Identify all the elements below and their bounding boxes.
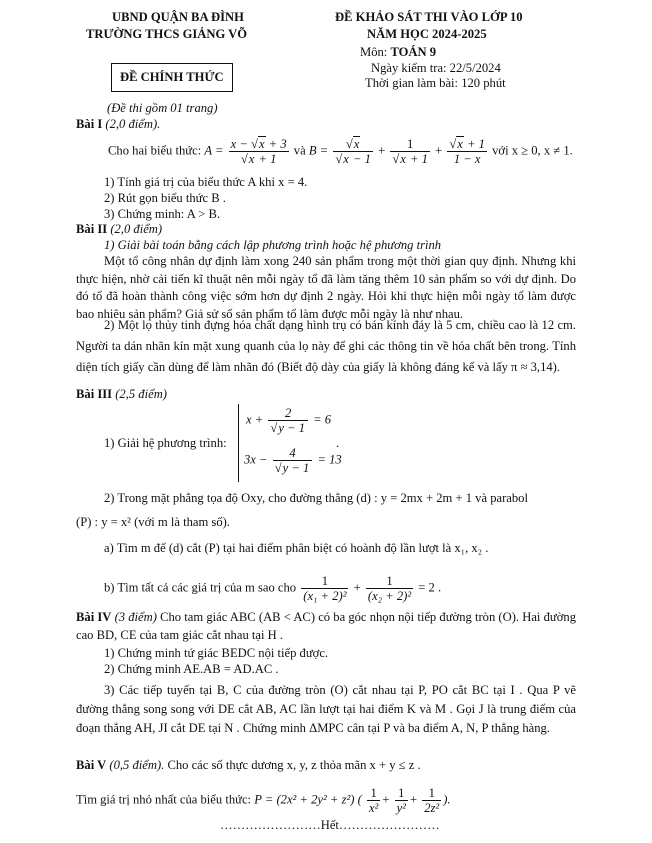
section-3-heading bbox=[76, 387, 167, 402]
section-2-title: Bài II bbox=[76, 222, 108, 236]
expressions-line: Cho hai biểu thức: A = $\frac{x - √x + 3}{√x + 1}$ và B = $\frac{√x}{√x - 1}$ + $\frac{1}{√x + 1}$ + $\frac{√x + 1}{1 - x}$ với x ≥ 0, x ≠ 1. bbox=[108, 137, 573, 166]
section-5-title: Bài V bbox=[76, 758, 107, 772]
equation-2: 3x − $\frac{4}{√y - 1}$ = 13 bbox=[244, 446, 342, 475]
system-period: . bbox=[336, 436, 340, 450]
section-5-points: (0,5 điểm). bbox=[109, 758, 165, 772]
expressions-intro: Cho hai biểu thức: bbox=[108, 143, 202, 158]
q3-2a: a) Tìm m để (d) cắt (P) tại hai điểm phân biệt có hoành độ lần lượt là x₁, x₂ . bbox=[104, 541, 489, 555]
school-name: TRƯỜNG THCS GIẢNG VÕ bbox=[86, 27, 248, 41]
q5-intro: Cho các số thực dương x, y, z thỏa mãn x + y ≤ z . bbox=[167, 758, 421, 772]
pages-note: (Đề thi gồm 01 trang) bbox=[107, 101, 218, 115]
q4-3: 3) Các tiếp tuyến tại B, C của đường tròn (O) cắt nhau tại P, PO cắt BC tại I . Qua P vẽ đường thẳng song song với DE cắt AB, AC lần lượt tại hai điểm K và M . Gọi J là trung điểm của đoạn thẳng AH, JI cắt DE tại N . Chứng minh ΔMPC cân tại P và ba điểm A, N, P thẳng hàng. bbox=[76, 683, 576, 735]
subject-label: Môn: bbox=[360, 45, 388, 59]
subject-name: TOÁN 9 bbox=[390, 45, 437, 59]
exam-duration: Thời gian làm bài: 120 phút bbox=[365, 76, 506, 90]
end-marker: ……………………Hết…………………… bbox=[220, 818, 440, 832]
fraction-a: $\frac{x - √x + 3}{√x + 1}$ bbox=[230, 137, 287, 166]
system-brace bbox=[238, 404, 239, 482]
domain-condition: với x ≥ 0, x ≠ 1. bbox=[492, 143, 573, 158]
q3-2-line1: 2) Trong mặt phẳng tọa độ Oxy, cho đường thẳng (d) : y = 2mx + 2m + 1 và parabol bbox=[104, 491, 528, 505]
subject-line bbox=[360, 45, 436, 60]
section-1-title: Bài I bbox=[76, 117, 103, 131]
q1-2: 2) Rút gọn biểu thức B . bbox=[104, 191, 226, 205]
q5-question: Tìm giá trị nhỏ nhất của biểu thức: P = (2x² + 2y² + z²) ( $\frac{1}{\text{x²}}$ + $\frac{1}{\text{y²}}$ + $\frac{1}{\text{2z²}}$ ). bbox=[76, 786, 451, 815]
section-2-heading bbox=[76, 222, 162, 237]
q3-2b: b) Tìm tất cả các giá trị của m sao cho $\frac{1}{\text{(x₁ + 2)²}}$ + $\frac{1}{\text{(x₂ + 2)²}}$ = 2 . bbox=[104, 574, 442, 603]
section-3-title: Bài III bbox=[76, 387, 113, 401]
section-4-title: Bài IV bbox=[76, 610, 112, 624]
q3-2-line2: (P) : y = x² (với m là tham số). bbox=[76, 515, 230, 529]
exam-title: ĐỀ KHẢO SÁT THI VÀO LỚP 10 bbox=[335, 10, 523, 24]
q2-1-instruction: 1) Giải bài toán bằng cách lập phương trình hoặc hệ phương trình bbox=[104, 238, 442, 252]
district-name: UBND QUẬN BA ĐÌNH bbox=[112, 10, 244, 24]
section-1-heading bbox=[76, 117, 160, 132]
section-2-points: (2,0 điểm) bbox=[110, 222, 163, 236]
school-year: NĂM HỌC 2024-2025 bbox=[367, 27, 487, 41]
q4-1: 1) Chứng minh tứ giác BEDC nội tiếp được. bbox=[104, 646, 329, 660]
q1-3: 3) Chứng minh: A > B. bbox=[104, 207, 221, 221]
official-stamp: ĐỀ CHÍNH THỨC bbox=[111, 63, 233, 92]
q1-1: 1) Tính giá trị của biểu thức A khi x = 4. bbox=[104, 175, 308, 189]
section-5-heading bbox=[76, 758, 421, 773]
q5-text: Tìm giá trị nhỏ nhất của biểu thức: bbox=[76, 792, 252, 807]
q2-2-problem: 2) Một lọ thủy tinh đựng hóa chất dạng hình trụ có bán kính đáy là 5 cm, chiều cao là 12 cm. Người ta dán nhãn kín mặt xung quanh của lọ này để ghi các thông tin về hóa chất bên trong. Tính diện tích giấy cần dùng để làm nhãn đó (Biết độ dày của giấy là không đáng kể và lấy π ≈ 3,14). bbox=[76, 318, 576, 374]
section-3-points: (2,5 điểm) bbox=[115, 387, 167, 401]
q4-intro bbox=[76, 609, 576, 644]
q3-1-label: 1) Giải hệ phương trình: bbox=[104, 436, 227, 450]
q2-1-problem: Một tổ công nhân dự định làm xong 240 sản phẩm trong một thời gian quy định. Nhưng khi thực hiện, nhờ cải tiến kĩ thuật nên mỗi ngày tổ đã làm tăng thêm 10 sản phẩm so với dự định. Do đó tổ đã hoàn thành công việc sớm hơn dự định 2 ngày. Hỏi khi thực hiện mỗi ngày tổ làm được bao nhiêu sản phẩm? Giả sử số sản phẩm tổ làm được mỗi ngày là như nhau. bbox=[76, 254, 576, 321]
q4-intro-text: Cho tam giác ABC (AB < AC) có ba góc nhọn nội tiếp đường tròn (O). Hai đường cao BD, CE của tam giác cắt nhau tại H . bbox=[76, 610, 576, 642]
exam-date: Ngày kiểm tra: 22/5/2024 bbox=[371, 61, 501, 75]
and-word: và bbox=[293, 143, 306, 158]
q3-2b-text: b) Tìm tất cả các giá trị của m sao cho bbox=[104, 580, 297, 595]
section-1-points: (2,0 điểm). bbox=[105, 117, 161, 131]
q3-2b-end: = 2 . bbox=[418, 580, 442, 595]
q4-2: 2) Chứng minh AE.AB = AD.AC . bbox=[104, 662, 279, 676]
section-4-points: (3 điểm) bbox=[114, 610, 157, 624]
equation-1: x + $\frac{2}{√y - 1}$ = 6 bbox=[246, 406, 332, 435]
